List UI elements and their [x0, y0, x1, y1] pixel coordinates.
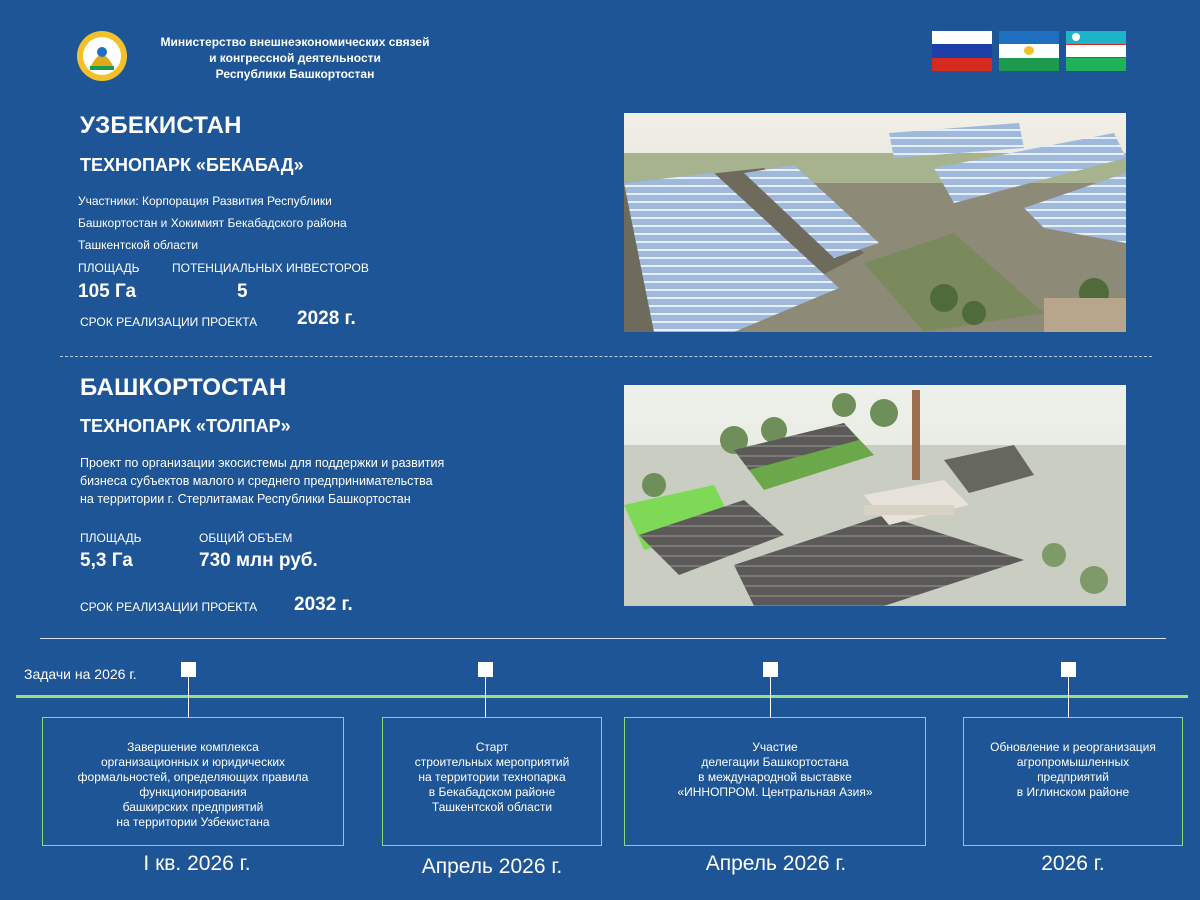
timeline-connector [485, 677, 486, 718]
ministry-line: Министерство внешнеэкономических связей [160, 35, 430, 49]
task-box: Участие делегации Башкортостана в международной выставке «ИННОПРОМ. Центральная Азия» [624, 717, 926, 846]
timeline-axis [16, 695, 1188, 698]
ministry-line: Республики Башкортостан [215, 67, 375, 81]
participants-line: Участники: Корпорация Развития Республики [78, 194, 332, 208]
tolpar-area-label: ПЛОЩАДЬ [80, 531, 142, 545]
timeline-marker [1061, 662, 1076, 677]
task-box: Обновление и реорганизация агропромышленных предприятий в Иглинском районе [963, 717, 1183, 846]
timeline-marker [478, 662, 493, 677]
tolpar-description [80, 454, 520, 508]
bashkortostan-flag-icon [999, 31, 1059, 71]
bekabad-term-value: 2028 г. [297, 308, 356, 329]
tolpar-technopark-rendering [624, 385, 1126, 606]
bashkortostan-title: БАШКОРТОСТАН [80, 374, 287, 401]
bekabad-investors-label: ПОТЕНЦИАЛЬНЫХ ИНВЕСТОРОВ [172, 261, 369, 275]
uzbekistan-flag-icon [1066, 31, 1126, 71]
bekabad-area-label: ПЛОЩАДЬ [78, 261, 140, 275]
tolpar-volume-label: ОБЩИЙ ОБЪЕМ [199, 531, 293, 545]
task-date: I кв. 2026 г. [143, 852, 251, 875]
timeline-connector [1068, 677, 1069, 718]
bekabad-area-value: 105 Га [78, 281, 137, 302]
timeline-marker [763, 662, 778, 677]
timeline-marker [181, 662, 196, 677]
bekabad-technopark-rendering [624, 113, 1126, 332]
description-line: Проект по организации экосистемы для поддержки и развития [80, 456, 445, 470]
russia-flag-icon [932, 31, 992, 71]
tolpar-term-value: 2032 г. [294, 594, 353, 615]
task-date: 2026 г. [1041, 852, 1105, 875]
timeline-connector [188, 677, 189, 718]
task-date: Апрель 2026 г. [421, 855, 563, 878]
bekabad-participants [78, 190, 458, 256]
timeline-connector [770, 677, 771, 718]
timeline-title: Задачи на 2026 г. [24, 666, 137, 682]
timeline-divider [40, 638, 1166, 639]
bekabad-term-label: СРОК РЕАЛИЗАЦИИ ПРОЕКТА [80, 315, 258, 329]
bashkortostan-emblem-icon [76, 30, 128, 82]
participants-line: Башкортостан и Хокимият Бекабадского района [78, 216, 347, 230]
uzbekistan-title: УЗБЕКИСТАН [80, 112, 242, 139]
bekabad-investors-value: 5 [237, 281, 248, 302]
tolpar-volume-value: 730 млн руб. [199, 550, 318, 571]
tolpar-park-title: ТЕХНОПАРК «ТОЛПАР» [80, 416, 291, 436]
task-box: Старт строительных мероприятий на территории технопарка в Бекабадском районе Ташкентской области [382, 717, 602, 846]
ministry-name [140, 34, 450, 82]
section-divider [60, 356, 1152, 357]
tolpar-term-label: СРОК РЕАЛИЗАЦИИ ПРОЕКТА [80, 600, 258, 614]
ministry-line: и конгрессной деятельности [209, 51, 381, 65]
description-line: на территории г. Стерлитамак Республики Башкортостан [80, 492, 411, 506]
participants-line: Ташкентской области [78, 238, 199, 252]
bekabad-park-title: ТЕХНОПАРК «БЕКАБАД» [80, 155, 304, 175]
description-line: бизнеса субъектов малого и среднего предпринимательства [80, 474, 433, 488]
task-box: Завершение комплекса организационных и юридических формальностей, определяющих правила функционирования башкирских предприятий на территории Узбекистана [42, 717, 344, 846]
tolpar-area-value: 5,3 Га [80, 550, 133, 571]
task-date: Апрель 2026 г. [705, 852, 847, 875]
